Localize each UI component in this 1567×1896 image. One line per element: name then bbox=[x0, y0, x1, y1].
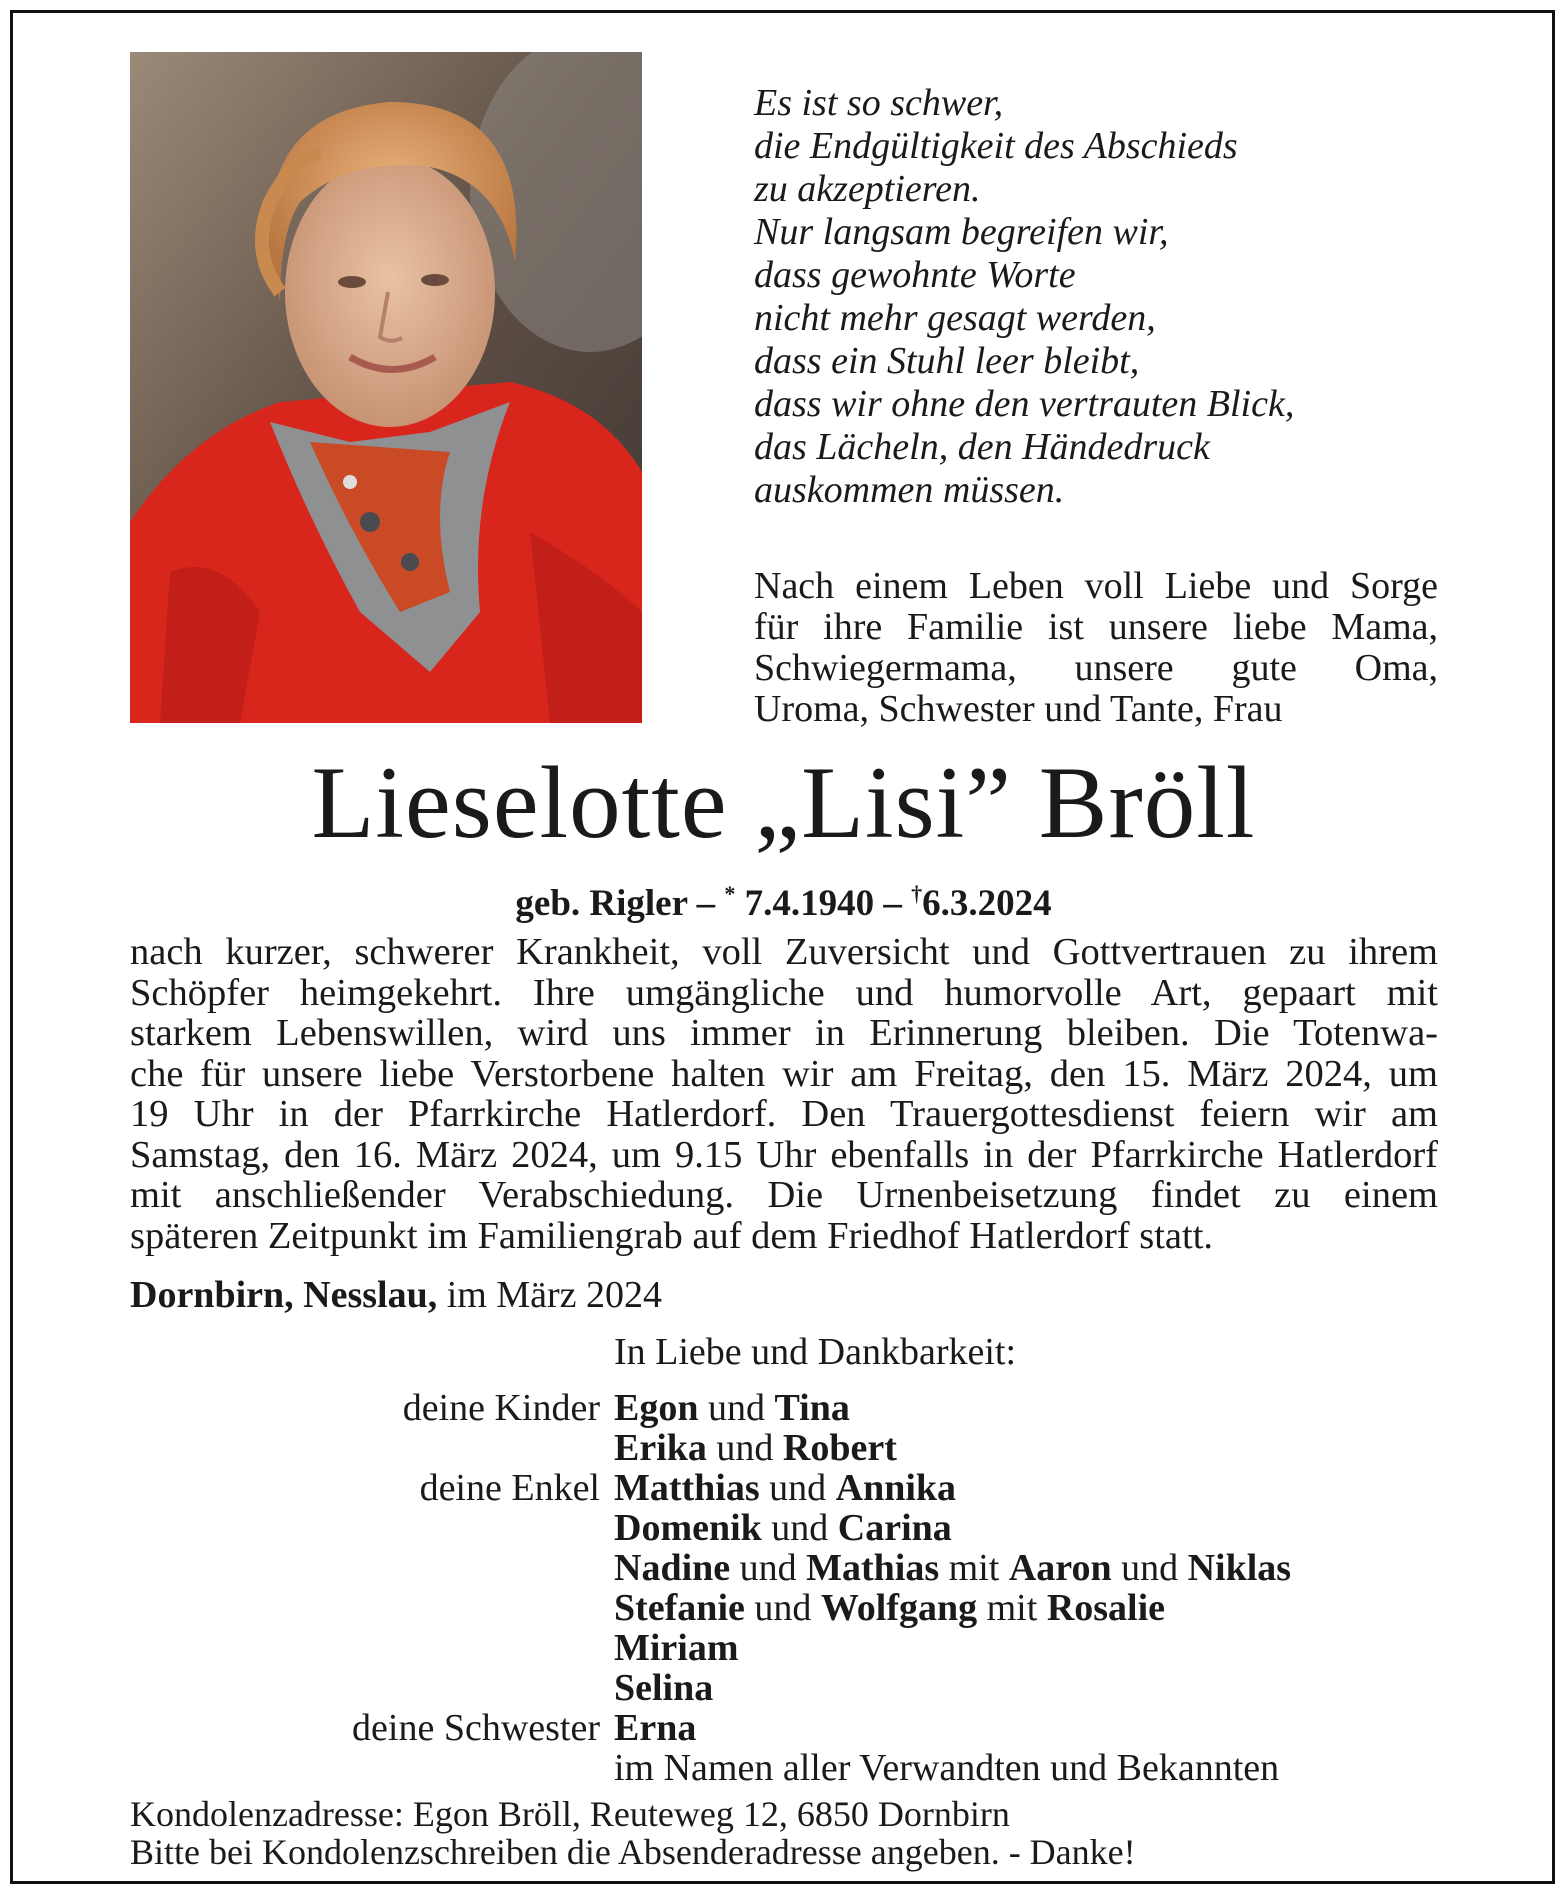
mourner-name: Erika bbox=[614, 1427, 707, 1469]
mourners-list bbox=[0, 1332, 1567, 1788]
mourner-row bbox=[0, 1428, 1567, 1468]
conjunction: und bbox=[739, 1547, 797, 1589]
body-line: späteren Zeitpunkt im Familiengrab auf dem Friedhof Hatlerdorf statt. bbox=[130, 1214, 1214, 1257]
body-line: Schöpfer heimgekehrt. Ihre umgängliche und humorvolle Art, gepaart mit bbox=[130, 971, 1438, 1014]
place-cities: Dornbirn, Nesslau, bbox=[130, 1274, 438, 1316]
mourner-row bbox=[0, 1628, 1567, 1668]
intro-line: Uroma, Schwester und Tante, Frau bbox=[754, 688, 1283, 730]
poem-line: dass gewohnte Worte bbox=[754, 254, 1076, 296]
poem-line: die Endgültigkeit des Abschieds bbox=[754, 125, 1238, 167]
mourner-name: Mathias bbox=[806, 1547, 940, 1589]
place-date: im März 2024 bbox=[437, 1274, 663, 1316]
condolence-note: Bitte bei Kondolenzschreiben die Absenderadresse angeben. - Danke! bbox=[130, 1832, 1136, 1872]
mourner-name: Tina bbox=[774, 1387, 850, 1429]
mourner-name: Carina bbox=[837, 1507, 952, 1549]
poem-line: Es ist so schwer, bbox=[754, 82, 1004, 124]
mourner-name: Rosalie bbox=[1046, 1587, 1166, 1629]
mourner-row bbox=[0, 1668, 1567, 1708]
mourner-name: Wolfgang bbox=[820, 1587, 978, 1629]
poem-line: auskommen müssen. bbox=[754, 469, 1065, 511]
mourner-name: Miriam bbox=[614, 1627, 739, 1669]
mourner-row bbox=[0, 1708, 1567, 1748]
body-line: nach kurzer, schwerer Krankheit, voll Zuversicht und Gottvertrauen zu ihrem bbox=[130, 931, 1438, 973]
death-mark: † bbox=[911, 881, 923, 906]
children-label: deine Kinder bbox=[402, 1387, 600, 1429]
death-date: 6.3.2024 bbox=[922, 883, 1052, 924]
portrait-illustration bbox=[130, 52, 642, 723]
mourner-name: Matthias bbox=[614, 1467, 760, 1509]
birth-mark: * bbox=[724, 881, 736, 906]
conjunction: und bbox=[769, 1467, 827, 1509]
intro-line: Nach einem Leben voll Liebe und Sorge bbox=[754, 565, 1438, 607]
intro-paragraph bbox=[754, 566, 1438, 730]
birth-name: geb. Rigler – bbox=[515, 883, 716, 924]
deceased-name: Lieselotte „Lisi” Bröll bbox=[311, 746, 1256, 860]
mourners-closing: im Namen aller Verwandten und Bekannten bbox=[614, 1747, 1280, 1789]
mourner-name: Robert bbox=[782, 1427, 897, 1469]
mourner-row bbox=[0, 1508, 1567, 1548]
poem-line: zu akzeptieren. bbox=[754, 168, 981, 210]
mourner-row bbox=[0, 1548, 1567, 1588]
conjunction: mit bbox=[986, 1587, 1038, 1629]
place-and-date bbox=[130, 1274, 662, 1316]
portrait-photo bbox=[130, 52, 642, 723]
conjunction: und bbox=[754, 1587, 812, 1629]
poem-line: das Lächeln, den Händedruck bbox=[754, 426, 1210, 468]
life-dates bbox=[0, 873, 1567, 925]
conjunction: mit bbox=[948, 1547, 1000, 1589]
conjunction: und bbox=[716, 1427, 774, 1469]
mourner-name: Niklas bbox=[1187, 1547, 1292, 1589]
intro-line: Schwiegermama, unsere gute Oma, bbox=[754, 647, 1438, 689]
grandchildren-label: deine Enkel bbox=[419, 1467, 600, 1509]
conjunction: und bbox=[707, 1387, 765, 1429]
mourners-heading: In Liebe und Dankbarkeit: bbox=[614, 1331, 1017, 1373]
mourner-name: Nadine bbox=[614, 1547, 731, 1589]
intro-line: für ihre Familie ist unsere liebe Mama, bbox=[754, 606, 1438, 648]
body-line: Samstag, den 16. März 2024, um 9.15 Uhr ebenfalls in der Pfarrkirche Hatlerdorf bbox=[130, 1133, 1438, 1176]
poem-line: Nur langsam begreifen wir, bbox=[754, 211, 1169, 253]
poem-line: dass ein Stuhl leer bleibt, bbox=[754, 340, 1140, 382]
mourner-name: Stefanie bbox=[614, 1587, 745, 1629]
mourner-row bbox=[0, 1388, 1567, 1428]
mourner-name: Selina bbox=[614, 1667, 714, 1709]
birth-date: 7.4.1940 – bbox=[744, 883, 902, 924]
body-line: starkem Lebenswillen, wird uns immer in Erinnerung bleiben. Die Totenwa- bbox=[130, 1012, 1438, 1054]
mourner-row bbox=[0, 1588, 1567, 1628]
sister-label: deine Schwester bbox=[352, 1707, 600, 1749]
body-line: mit anschließender Verabschiedung. Die Urnenbeisetzung findet zu einem bbox=[130, 1174, 1438, 1216]
mourner-row bbox=[0, 1748, 1567, 1788]
footer bbox=[130, 1795, 1460, 1871]
mourner-name: Domenik bbox=[614, 1507, 762, 1549]
mourner-name: Annika bbox=[835, 1467, 957, 1509]
conjunction: und bbox=[771, 1507, 829, 1549]
mourner-name: Egon bbox=[614, 1387, 699, 1429]
body-paragraph bbox=[130, 932, 1438, 1256]
poem-line: dass wir ohne den vertrauten Blick, bbox=[754, 383, 1295, 425]
poem bbox=[754, 82, 1474, 512]
body-line: che für unsere liebe Verstorbene halten wir am Freitag, den 15. März 2024, um bbox=[130, 1052, 1438, 1095]
poem-line: nicht mehr gesagt werden, bbox=[754, 297, 1156, 339]
mourner-row bbox=[0, 1468, 1567, 1508]
condolence-address: Kondolenzadresse: Egon Bröll, Reuteweg 12, 6850 Dornbirn bbox=[130, 1794, 1010, 1834]
mourner-name: Erna bbox=[614, 1707, 697, 1749]
conjunction: und bbox=[1121, 1547, 1179, 1589]
body-line: 19 Uhr in der Pfarrkirche Hatlerdorf. Den Trauergottesdienst feiern wir am bbox=[130, 1093, 1438, 1135]
mourner-name: Aaron bbox=[1008, 1547, 1112, 1589]
